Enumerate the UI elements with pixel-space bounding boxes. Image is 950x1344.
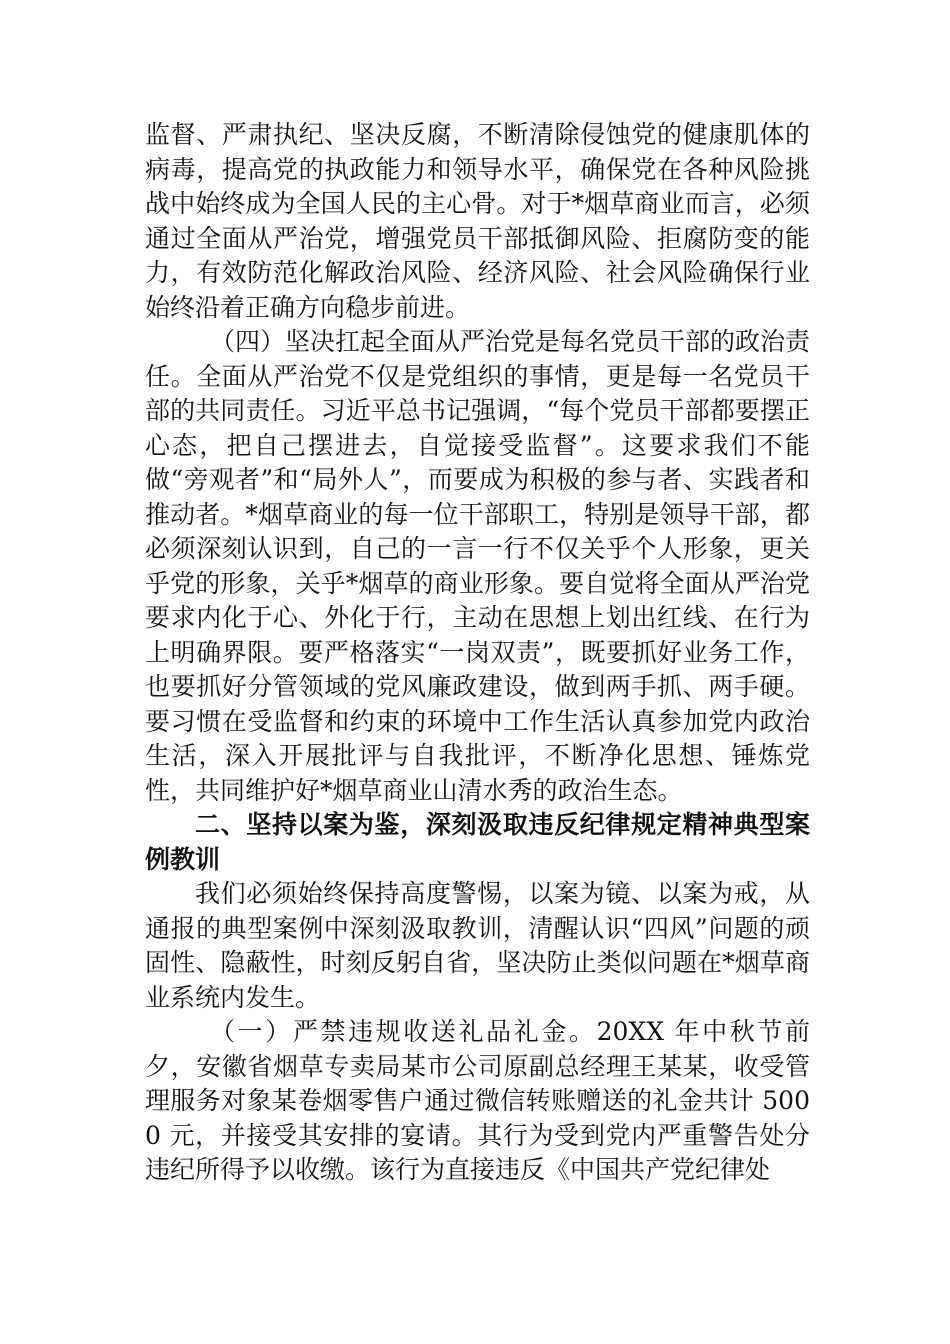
paragraph-lessons-intro: 我们必须始终保持高度警惕，以案为镜、以案为戒，从通报的典型案例中深刻汲取教训，清醒认识“四风”问题的顽固性、隐蔽性，时刻反躬自省，坚决防止类似问题在*烟草商业系统内发生。: [145, 879, 810, 1012]
document-body: [145, 118, 810, 1188]
paragraph-continuation: 监督、严肃执纪、坚决反腐，不断清除侵蚀党的健康肌体的病毒，提高党的执政能力和领导水平，确保党在各种风险挑战中始终成为全国人民的主心骨。对于*烟草商业而言，必须通过全面从严治党，增强党员干部抵御风险、拒腐防变的能力，有效防范化解政治风险、经济风险、社会风险确保行业始终沿着正确方向稳步前进。: [145, 120, 810, 322]
section-heading-two: 二、坚持以案为鉴，深刻汲取违反纪律规定精神典型案例教训: [145, 810, 810, 874]
paragraph-section-four: （四）坚决扛起全面从严治党是每名党员干部的政治责任。全面从严治党不仅是党组织的事情，更是每一名党员干部的共同责任。习近平总书记强调，“每个党员干部都要摆正心态，把自己摆进去，自觉接受监督”。这要求我们不能做“旁观者”和“局外人”，而要成为积极的参与者、实践者和推动者。*烟草商业的每一位干部职工，特别是领导干部，都必须深刻认识到，自己的一言一行不仅关乎个人形象，更关乎党的形象，关乎*烟草的商业形象。要自觉将全面从严治党要求内化于心、外化于行，主动在思想上划出红线、在行为上明确界限。要严格落实“一岗双责”，既要抓好业务工作，也要抓好分管领域的党风廉政建设，做到两手抓、两手硬。要习惯在受监督和约束的环境中工作生活认真参加党内政治生活，深入开展批评与自我批评，不断净化思想、锤炼党性，共同维护好*烟草商业山清水秀的政治生态。: [145, 327, 811, 805]
paragraph-case-one: （一）严禁违规收送礼品礼金。20XX 年中秋节前夕，安徽省烟草专卖局某市公司原副总经理王某某，收受管理服务对象某卷烟零售户通过微信转账赠送的礼金共计 5000 元，并接受其安排的宴请。其行为受到党内严重警告处分违纪所得予以收缴。该行为直接违反《中国共产党纪律处: [145, 1017, 810, 1184]
